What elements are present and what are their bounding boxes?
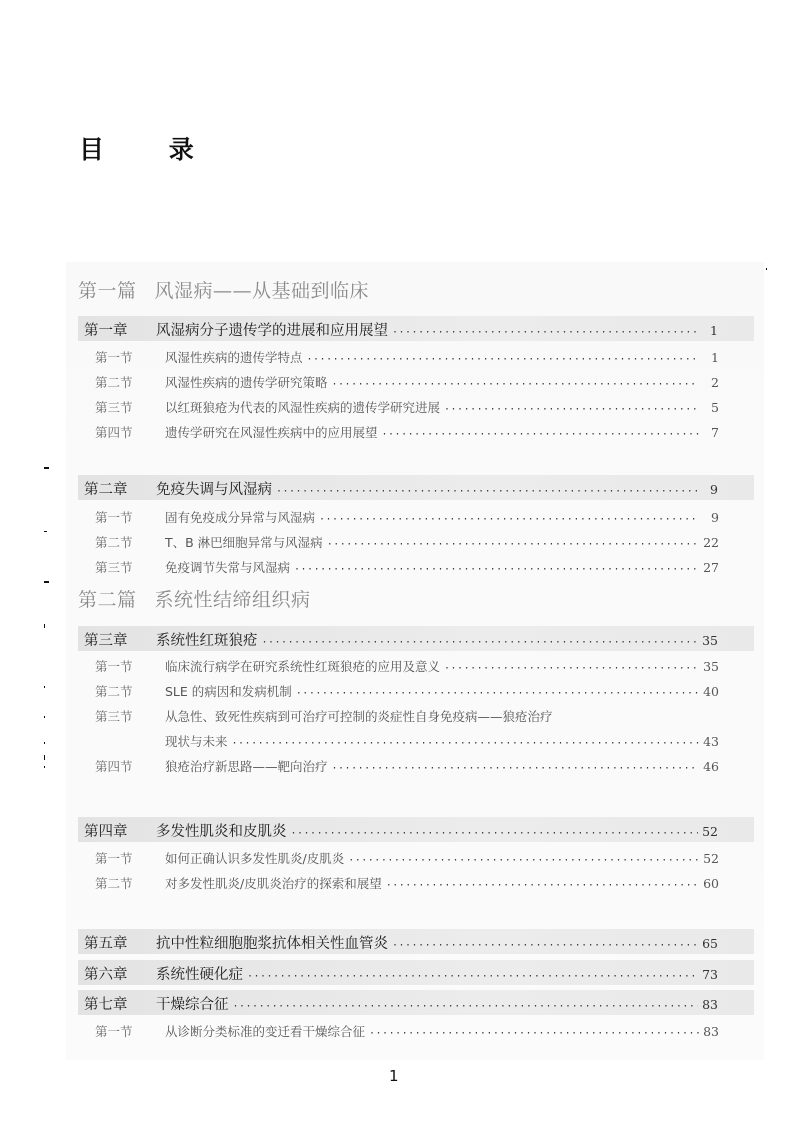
leader-dots — [307, 354, 699, 365]
toc-section[interactable] — [95, 757, 719, 775]
page-ref: 43 — [703, 734, 719, 749]
page-ref: 83 — [702, 997, 718, 1012]
leader-dots — [276, 486, 698, 497]
section-title: 从诊断分类标准的变迁看干燥综合征 — [165, 1024, 366, 1039]
leader-dots — [382, 429, 699, 440]
section-label: 第一节 — [95, 851, 133, 866]
leader-dots — [392, 327, 698, 338]
toc-section[interactable] — [95, 707, 719, 725]
leader-dots — [291, 828, 699, 839]
toc-section-continuation[interactable] — [165, 732, 719, 750]
scan-artifact — [44, 686, 45, 688]
page-title: 目 录 — [79, 135, 222, 164]
toc-section[interactable] — [95, 373, 719, 391]
part-label: 第一篇 — [78, 280, 137, 302]
leader-dots — [332, 763, 699, 774]
leader-dots — [444, 663, 699, 674]
leader-dots — [327, 539, 699, 550]
section-title: T、B 淋巴细胞异常与风湿病 — [165, 535, 323, 550]
page-ref: 35 — [703, 659, 719, 674]
section-title: 如何正确认识多发性肌炎/皮肌炎 — [165, 851, 345, 866]
chapter-title: 系统性红斑狼疮 — [156, 633, 258, 649]
toc-section[interactable] — [95, 874, 719, 892]
toc-section[interactable] — [95, 682, 719, 700]
section-label: 第三节 — [95, 560, 133, 575]
chapter-label: 第二章 — [84, 482, 128, 498]
toc-section[interactable] — [95, 1022, 719, 1040]
leader-dots — [262, 637, 699, 648]
section-label: 第二节 — [95, 684, 133, 699]
chapter-title: 免疫失调与风湿病 — [156, 482, 272, 498]
chapter-title: 多发性肌炎和皮肌炎 — [156, 824, 287, 840]
section-title-continued: 现状与未来 — [165, 734, 228, 749]
toc-chapter-1[interactable] — [84, 319, 718, 340]
page-ref: 9 — [711, 510, 719, 525]
section-label: 第一节 — [95, 1024, 133, 1039]
section-title: 遗传学研究在风湿性疾病中的应用展望 — [165, 425, 378, 440]
section-title: 从急性、致死性疾病到可治疗可控制的炎症性自身免疫病——狼疮治疗 — [165, 709, 553, 724]
leader-dots — [232, 738, 699, 749]
section-label: 第四节 — [95, 759, 133, 774]
chapter-label: 第一章 — [84, 323, 128, 339]
part-heading — [78, 276, 369, 303]
chapter-label: 第四章 — [84, 824, 128, 840]
page-ref: 22 — [703, 535, 719, 550]
page-number: 1 — [389, 1067, 399, 1085]
page-ref: 1 — [710, 323, 718, 338]
leader-dots — [332, 379, 699, 390]
leader-dots — [296, 688, 699, 699]
part-title: 系统性结缔组织病 — [154, 589, 311, 611]
chapter-label: 第七章 — [84, 997, 128, 1013]
section-label: 第一节 — [95, 510, 133, 525]
toc-chapter-3[interactable] — [84, 629, 718, 650]
section-title: 固有免疫成分异常与风湿病 — [165, 510, 316, 525]
section-label: 第二节 — [95, 375, 133, 390]
page-ref: 35 — [702, 633, 718, 648]
section-label: 第四节 — [95, 425, 133, 440]
scan-artifact — [44, 742, 45, 744]
leader-dots — [319, 514, 699, 525]
section-title: 临床流行病学在研究系统性红斑狼疮的应用及意义 — [165, 659, 441, 674]
toc-chapter-7[interactable] — [84, 993, 718, 1014]
leader-dots — [444, 404, 699, 415]
page-ref: 60 — [703, 876, 719, 891]
part-heading — [78, 585, 311, 612]
page-ref: 27 — [703, 560, 719, 575]
toc-section[interactable] — [95, 558, 719, 576]
scan-artifact — [44, 624, 45, 628]
leader-dots — [247, 971, 698, 982]
page-ref: 9 — [710, 482, 718, 497]
section-label: 第三节 — [95, 709, 133, 724]
section-title: 狼疮治疗新思路——靶向治疗 — [165, 759, 328, 774]
scan-artifact — [44, 716, 45, 718]
leader-dots — [386, 880, 699, 891]
toc-section[interactable] — [95, 533, 719, 551]
part-label: 第二篇 — [78, 589, 137, 611]
scan-artifact — [44, 581, 49, 583]
page-ref: 46 — [703, 759, 719, 774]
page-ref: 1 — [711, 350, 719, 365]
section-title: SLE 的病因和发病机制 — [165, 684, 292, 699]
chapter-title: 系统性硬化症 — [156, 967, 243, 983]
scan-artifact — [44, 467, 49, 469]
section-label: 第二节 — [95, 876, 133, 891]
section-label: 第一节 — [95, 659, 133, 674]
scan-artifact — [766, 268, 767, 270]
toc-section[interactable] — [95, 849, 719, 867]
scan-artifact — [44, 766, 45, 768]
leader-dots — [233, 1001, 699, 1012]
scan-artifact — [44, 531, 47, 532]
chapter-label: 第六章 — [84, 967, 128, 983]
page-ref: 2 — [711, 375, 719, 390]
scan-artifact — [44, 755, 45, 760]
leader-dots — [369, 1028, 699, 1039]
toc-section[interactable] — [95, 657, 719, 675]
page-ref: 5 — [711, 400, 719, 415]
page-ref: 52 — [702, 824, 718, 839]
part-title: 风湿病——从基础到临床 — [154, 280, 370, 302]
section-title: 风湿性疾病的遗传学特点 — [165, 350, 303, 365]
chapter-title: 干燥综合征 — [156, 997, 229, 1013]
toc-section[interactable] — [95, 508, 719, 526]
section-title: 风湿性疾病的遗传学研究策略 — [165, 375, 328, 390]
chapter-label: 第五章 — [84, 936, 128, 952]
section-title: 免疫调节失常与风湿病 — [165, 560, 291, 575]
toc-chapter-5[interactable] — [84, 932, 718, 953]
section-label: 第三节 — [95, 400, 133, 415]
toc-chapter-2[interactable] — [84, 478, 718, 499]
toc-section[interactable] — [95, 423, 719, 441]
page-ref: 73 — [702, 967, 718, 982]
page-ref: 83 — [703, 1024, 719, 1039]
chapter-title: 抗中性粒细胞胞浆抗体相关性血管炎 — [156, 936, 388, 952]
leader-dots — [294, 564, 699, 575]
section-title: 对多发性肌炎/皮肌炎治疗的探索和展望 — [165, 876, 382, 891]
page-ref: 40 — [703, 684, 719, 699]
toc-chapter-6[interactable] — [84, 963, 718, 984]
leader-dots — [392, 940, 698, 951]
page-ref: 65 — [702, 936, 718, 951]
toc-section[interactable] — [95, 398, 719, 416]
section-title: 以红斑狼疮为代表的风湿性疾病的遗传学研究进展 — [165, 400, 441, 415]
page-ref: 52 — [703, 851, 719, 866]
chapter-title: 风湿病分子遗传学的进展和应用展望 — [156, 323, 388, 339]
toc-section[interactable] — [95, 348, 719, 366]
page-ref: 7 — [711, 425, 719, 440]
section-label: 第二节 — [95, 535, 133, 550]
chapter-label: 第三章 — [84, 633, 128, 649]
section-label: 第一节 — [95, 350, 133, 365]
leader-dots — [348, 855, 699, 866]
toc-chapter-4[interactable] — [84, 820, 718, 841]
